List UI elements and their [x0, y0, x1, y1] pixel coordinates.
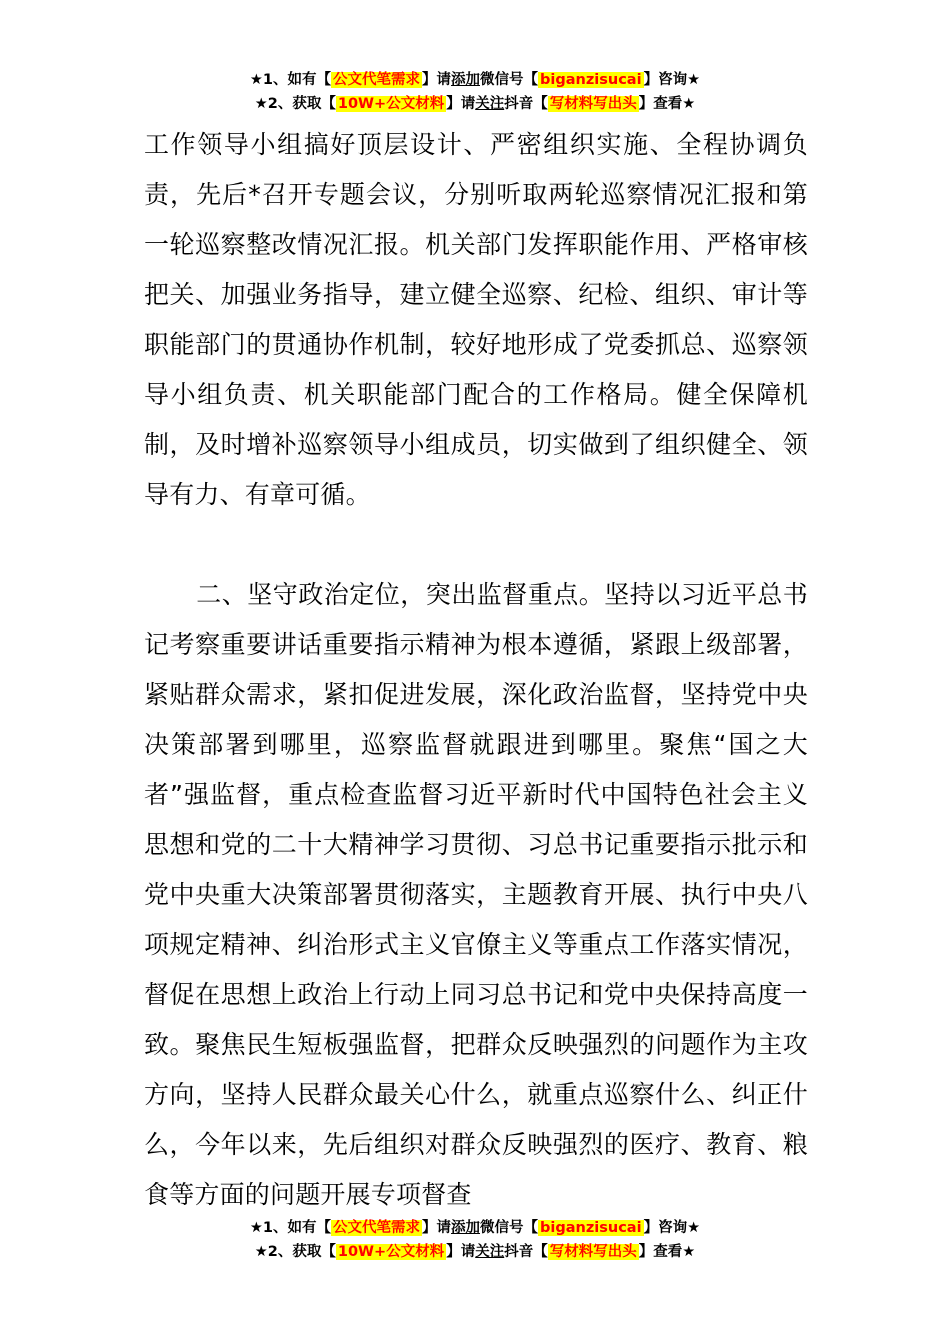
- banner-line-1: ★1、如有【 公文代笔需求 】请添加微信号【 biganzisucai 】咨询★: [249, 72, 701, 88]
- highlight-douyin-account: 写材料写出头: [549, 96, 637, 112]
- highlight-wechat-id: biganzisucai: [540, 1220, 642, 1236]
- highlight-materials: 10W+公文材料: [337, 96, 445, 112]
- paragraph-2: 二、坚守政治定位，突出监督重点。坚持以习近平总书记考察重要讲话重要指示精神为根本遵循，紧跟上级部署，紧贴群众需求，紧扣促进发展，深化政治监督，坚持党中央决策部署到哪里，巡察监督就跟进到哪里。聚焦“国之大者”强监督，重点检查监督习近平新时代中国特色社会主义思想和党的二十大精神学习贯彻、习总书记重要指示批示和党中央重大决策部署贯彻落实，主题教育开展、执行中央八项规定精神、纠治形式主义官僚主义等重点工作落实情况，督促在思想上政治上行动上同习总书记和党中央保持高度一致。聚焦民生短板强监督，把群众反映强烈的问题作为主攻方向，坚持人民群众最关心什么，就重点巡察什么、纠正什么，今年以来，先后组织对群众反映强烈的医疗、教育、粮食等方面的问题开展专项督查: [144, 580, 808, 1209]
- highlight-wechat-id: biganzisucai: [540, 72, 642, 88]
- footer-banner: [0, 1216, 950, 1264]
- highlight-materials: 10W+公文材料: [337, 1244, 445, 1260]
- banner-line-2: ★2、获取【 10W+公文材料 】请关注抖音【 写材料写出头 】查看★: [254, 96, 696, 112]
- banner-line-1: ★1、如有【 公文代笔需求 】请添加微信号【 biganzisucai 】咨询★: [249, 1220, 701, 1236]
- highlight-writing-service: 公文代笔需求: [333, 1220, 421, 1236]
- highlight-douyin-account: 写材料写出头: [549, 1244, 637, 1260]
- header-banner: [0, 68, 950, 116]
- banner-line-2: ★2、获取【 10W+公文材料 】请关注抖音【 写材料写出头 】查看★: [254, 1244, 696, 1260]
- highlight-writing-service: 公文代笔需求: [333, 72, 421, 88]
- paragraph-1: 工作领导小组搞好顶层设计、严密组织实施、全程协调负责，先后*召开专题会议，分别听取两轮巡察情况汇报和第一轮巡察整改情况汇报。机关部门发挥职能作用、严格审核把关、加强业务指导，建立健全巡察、纪检、组织、审计等职能部门的贯通协作机制，较好地形成了党委抓总、巡察领导小组负责、机关职能部门配合的工作格局。健全保障机制，及时增补巡察领导小组成员，切实做到了组织健全、领导有力、有章可循。: [144, 130, 808, 509]
